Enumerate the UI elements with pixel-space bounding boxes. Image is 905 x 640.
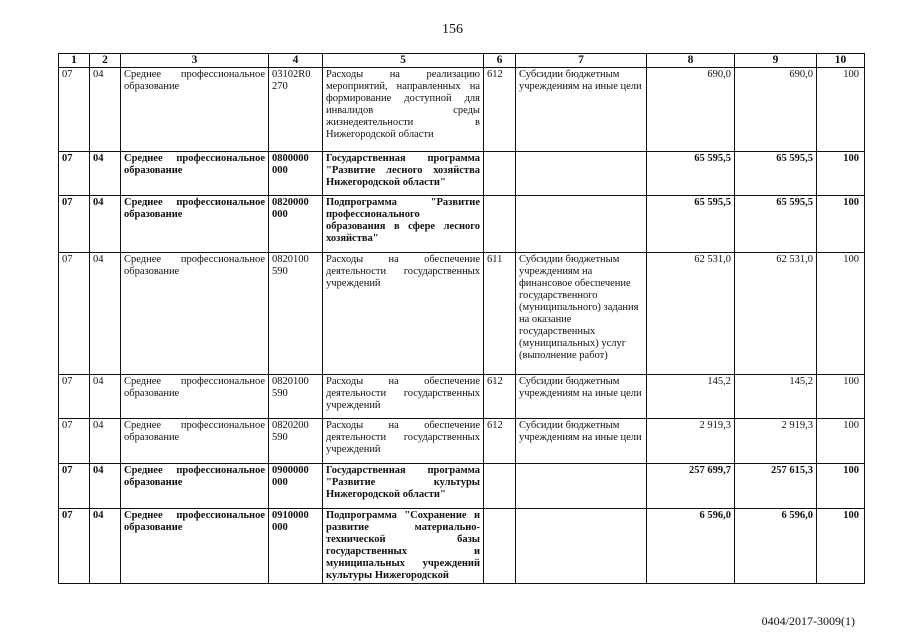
- subsection-code-cell: 04: [90, 509, 121, 584]
- actual-amount-cell: 65 595,5: [735, 196, 817, 253]
- table-row: [59, 464, 865, 509]
- expense-type-cell: [516, 464, 647, 509]
- subsection-code-cell: 04: [90, 152, 121, 196]
- column-header: 1: [59, 54, 90, 68]
- table-row: [59, 509, 865, 584]
- column-header: 10: [817, 54, 865, 68]
- planned-amount-cell: 65 595,5: [647, 196, 735, 253]
- section-name-cell: Среднее профессиональное образование: [121, 464, 269, 509]
- table-row: [59, 152, 865, 196]
- actual-amount-cell: 145,2: [735, 375, 817, 419]
- target-code-cell: 0800000 000: [269, 152, 323, 196]
- expense-description-cell: Расходы на обеспечение деятельности государственных учреждений: [323, 253, 484, 375]
- target-code-cell: 0820100 590: [269, 253, 323, 375]
- planned-amount-cell: 62 531,0: [647, 253, 735, 375]
- actual-amount-cell: 6 596,0: [735, 509, 817, 584]
- expense-description-cell: Государственная программа "Развитие культуры Нижегородской области": [323, 464, 484, 509]
- expense-type-code-cell: [484, 196, 516, 253]
- expense-type-code-cell: [484, 509, 516, 584]
- section-name-cell: Среднее профессиональное образование: [121, 253, 269, 375]
- target-code-cell: 0910000 000: [269, 509, 323, 584]
- expense-description-cell: Расходы на обеспечение деятельности государственных учреждений: [323, 375, 484, 419]
- table-row: [59, 419, 865, 464]
- planned-amount-cell: 690,0: [647, 68, 735, 152]
- execution-percent-cell: 100: [817, 375, 865, 419]
- execution-percent-cell: 100: [817, 152, 865, 196]
- actual-amount-cell: 65 595,5: [735, 152, 817, 196]
- target-code-cell: 0900000 000: [269, 464, 323, 509]
- execution-percent-cell: 100: [817, 509, 865, 584]
- section-name-cell: Среднее профессиональное образование: [121, 419, 269, 464]
- subsection-code-cell: 04: [90, 253, 121, 375]
- expense-type-cell: Субсидии бюджетным учреждениям на иные цели: [516, 375, 647, 419]
- table-row: [59, 253, 865, 375]
- expense-type-code-cell: 612: [484, 68, 516, 152]
- section-name-cell: Среднее профессиональное образование: [121, 509, 269, 584]
- section-code-cell: 07: [59, 464, 90, 509]
- section-code-cell: 07: [59, 375, 90, 419]
- target-code-cell: 03102R0 270: [269, 68, 323, 152]
- subsection-code-cell: 04: [90, 375, 121, 419]
- document-code: 0404/2017-3009(1): [761, 614, 855, 628]
- header-row: [59, 54, 865, 68]
- expense-description-cell: Подпрограмма "Развитие профессионального образования в сфере лесного хозяйства": [323, 196, 484, 253]
- planned-amount-cell: 65 595,5: [647, 152, 735, 196]
- actual-amount-cell: 690,0: [735, 68, 817, 152]
- section-code-cell: 07: [59, 196, 90, 253]
- column-header: 2: [90, 54, 121, 68]
- expense-type-code-cell: [484, 464, 516, 509]
- subsection-code-cell: 04: [90, 68, 121, 152]
- planned-amount-cell: 2 919,3: [647, 419, 735, 464]
- column-header: 5: [323, 54, 484, 68]
- budget-table: [58, 53, 865, 584]
- planned-amount-cell: 257 699,7: [647, 464, 735, 509]
- section-name-cell: Среднее профессиональное образование: [121, 196, 269, 253]
- section-code-cell: 07: [59, 509, 90, 584]
- expense-type-cell: [516, 509, 647, 584]
- execution-percent-cell: 100: [817, 464, 865, 509]
- column-header: 8: [647, 54, 735, 68]
- expense-type-code-cell: 612: [484, 375, 516, 419]
- section-code-cell: 07: [59, 152, 90, 196]
- subsection-code-cell: 04: [90, 196, 121, 253]
- subsection-code-cell: 04: [90, 419, 121, 464]
- expense-description-cell: Расходы на обеспечение деятельности государственных учреждений: [323, 419, 484, 464]
- section-name-cell: Среднее профессиональное образование: [121, 68, 269, 152]
- execution-percent-cell: 100: [817, 196, 865, 253]
- target-code-cell: 0820100 590: [269, 375, 323, 419]
- expense-type-code-cell: [484, 152, 516, 196]
- execution-percent-cell: 100: [817, 68, 865, 152]
- table-row: [59, 68, 865, 152]
- actual-amount-cell: 62 531,0: [735, 253, 817, 375]
- expense-type-cell: [516, 152, 647, 196]
- planned-amount-cell: 6 596,0: [647, 509, 735, 584]
- table-row: [59, 375, 865, 419]
- section-code-cell: 07: [59, 253, 90, 375]
- expense-description-cell: Государственная программа "Развитие лесного хозяйства Нижегородской области": [323, 152, 484, 196]
- expense-type-cell: Субсидии бюджетным учреждениям на иные цели: [516, 68, 647, 152]
- target-code-cell: 0820000 000: [269, 196, 323, 253]
- expense-type-code-cell: 612: [484, 419, 516, 464]
- column-header: 6: [484, 54, 516, 68]
- section-code-cell: 07: [59, 419, 90, 464]
- column-header: 3: [121, 54, 269, 68]
- target-code-cell: 0820200 590: [269, 419, 323, 464]
- section-name-cell: Среднее профессиональное образование: [121, 375, 269, 419]
- subsection-code-cell: 04: [90, 464, 121, 509]
- column-header: 7: [516, 54, 647, 68]
- planned-amount-cell: 145,2: [647, 375, 735, 419]
- expense-type-cell: [516, 196, 647, 253]
- execution-percent-cell: 100: [817, 253, 865, 375]
- expense-description-cell: Подпрограмма "Сохранение и развитие материально-технической базы государственных и муниципальных учреждений культуры Нижегородской: [323, 509, 484, 584]
- expense-type-code-cell: 611: [484, 253, 516, 375]
- column-header: 4: [269, 54, 323, 68]
- column-header: 9: [735, 54, 817, 68]
- section-code-cell: 07: [59, 68, 90, 152]
- execution-percent-cell: 100: [817, 419, 865, 464]
- expense-type-cell: Субсидии бюджетным учреждениям на иные цели: [516, 419, 647, 464]
- page-number: 156: [442, 22, 463, 37]
- table-row: [59, 196, 865, 253]
- actual-amount-cell: 257 615,3: [735, 464, 817, 509]
- actual-amount-cell: 2 919,3: [735, 419, 817, 464]
- table-body: [59, 68, 865, 584]
- expense-description-cell: Расходы на реализацию мероприятий, направленных на формирование доступной для инвалидов среды жизнедеятельности в Нижегородской области: [323, 68, 484, 152]
- expense-type-cell: Субсидии бюджетным учреждениям на финансовое обеспечение государственного (муниципального) задания на оказание государственных (муниципальных) услуг (выполнение работ): [516, 253, 647, 375]
- section-name-cell: Среднее профессиональное образование: [121, 152, 269, 196]
